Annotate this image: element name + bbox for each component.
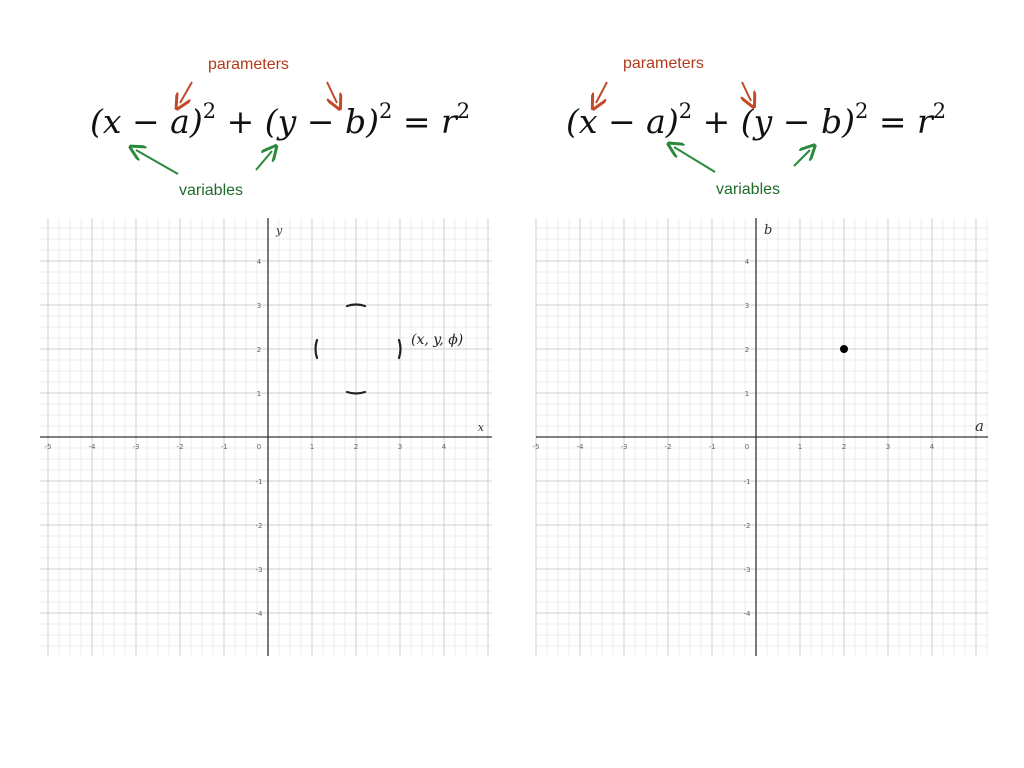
arrow-var-right bbox=[256, 151, 272, 170]
y-tick-label: 3 bbox=[256, 302, 262, 310]
y-tick-label: 4 bbox=[256, 258, 262, 266]
arrow-param-right bbox=[742, 82, 751, 101]
y-tick-label: 2 bbox=[256, 346, 262, 354]
y-tick-label: 1 bbox=[256, 390, 262, 398]
annotation-arrows bbox=[0, 0, 512, 220]
x-tick-label: -2 bbox=[176, 443, 184, 451]
arrow-var-left bbox=[674, 147, 715, 172]
arrow-var-left bbox=[136, 150, 178, 174]
y-tick-label: -1 bbox=[743, 478, 751, 486]
x-axis-label: a bbox=[975, 417, 984, 435]
x-tick-label: 3 bbox=[885, 443, 891, 451]
y-tick-label: -4 bbox=[255, 610, 263, 618]
x-tick-label: -2 bbox=[664, 443, 672, 451]
x-tick-label: -5 bbox=[44, 443, 52, 451]
arrow-param-left bbox=[180, 82, 192, 103]
eq-param-a: a bbox=[170, 102, 190, 141]
x-tick-label: 4 bbox=[441, 443, 447, 451]
parameters-label: parameters bbox=[208, 56, 289, 73]
y-tick-label: -2 bbox=[743, 522, 751, 530]
xy-graph bbox=[40, 218, 492, 656]
variables-label: variables bbox=[716, 181, 781, 198]
arrow-param-left bbox=[596, 82, 607, 103]
eq-var-y: y bbox=[277, 102, 297, 141]
circle-equation: $(x - a)^2 + (y - b)^2 = r^2$ bbox=[566, 99, 947, 141]
y-tick-label: -1 bbox=[255, 478, 263, 486]
x-tick-label: 2 bbox=[841, 443, 847, 451]
y-tick-label: 4 bbox=[744, 258, 750, 266]
x-tick-label: -4 bbox=[576, 443, 584, 451]
arrow-var-right bbox=[794, 150, 810, 166]
eq-param-r: r bbox=[916, 102, 933, 141]
x-tick-label: -5 bbox=[532, 443, 540, 451]
y-tick-label: 2 bbox=[744, 346, 750, 354]
x-axis-label: x bbox=[477, 421, 484, 434]
eq-var-x: x bbox=[102, 102, 122, 141]
x-tick-label: -3 bbox=[620, 443, 628, 451]
eq-param-r: r bbox=[440, 102, 457, 141]
x-tick-label: 0 bbox=[256, 443, 262, 451]
arrow-param-right bbox=[327, 82, 337, 103]
point-annotation: (x, y, ϕ) bbox=[411, 332, 464, 348]
y-tick-label: 1 bbox=[744, 390, 750, 398]
y-axis-label: b bbox=[764, 223, 773, 238]
x-tick-label: -3 bbox=[132, 443, 140, 451]
eq-var-y: y bbox=[753, 102, 773, 141]
x-tick-label: 0 bbox=[744, 443, 750, 451]
eq-param-a: a bbox=[646, 102, 666, 141]
circle-equation: $(x - a)^2 + (y - b)^2 = r^2$ bbox=[90, 99, 471, 141]
y-tick-label: -2 bbox=[255, 522, 263, 530]
eq-param-b: b bbox=[820, 102, 843, 141]
parameters-label: parameters bbox=[623, 55, 704, 72]
parameter-point bbox=[840, 345, 848, 353]
x-tick-label: -4 bbox=[88, 443, 96, 451]
x-tick-label: 1 bbox=[797, 443, 803, 451]
x-tick-label: 4 bbox=[929, 443, 935, 451]
y-axis-label: y bbox=[276, 224, 283, 237]
y-tick-label: -3 bbox=[255, 566, 263, 574]
annotation-arrows bbox=[512, 0, 1024, 220]
variables-label: variables bbox=[179, 182, 244, 199]
y-tick-label: -4 bbox=[743, 610, 751, 618]
right-panel bbox=[512, 0, 1024, 768]
eq-var-x: x bbox=[578, 102, 598, 141]
x-tick-label: 2 bbox=[353, 443, 359, 451]
y-tick-label: 3 bbox=[744, 302, 750, 310]
eq-param-b: b bbox=[344, 102, 367, 141]
ab-graph bbox=[532, 218, 988, 656]
x-tick-label: 3 bbox=[397, 443, 403, 451]
x-tick-label: -1 bbox=[708, 443, 716, 451]
x-tick-label: 1 bbox=[309, 443, 315, 451]
x-tick-label: -1 bbox=[220, 443, 228, 451]
y-tick-label: -3 bbox=[743, 566, 751, 574]
